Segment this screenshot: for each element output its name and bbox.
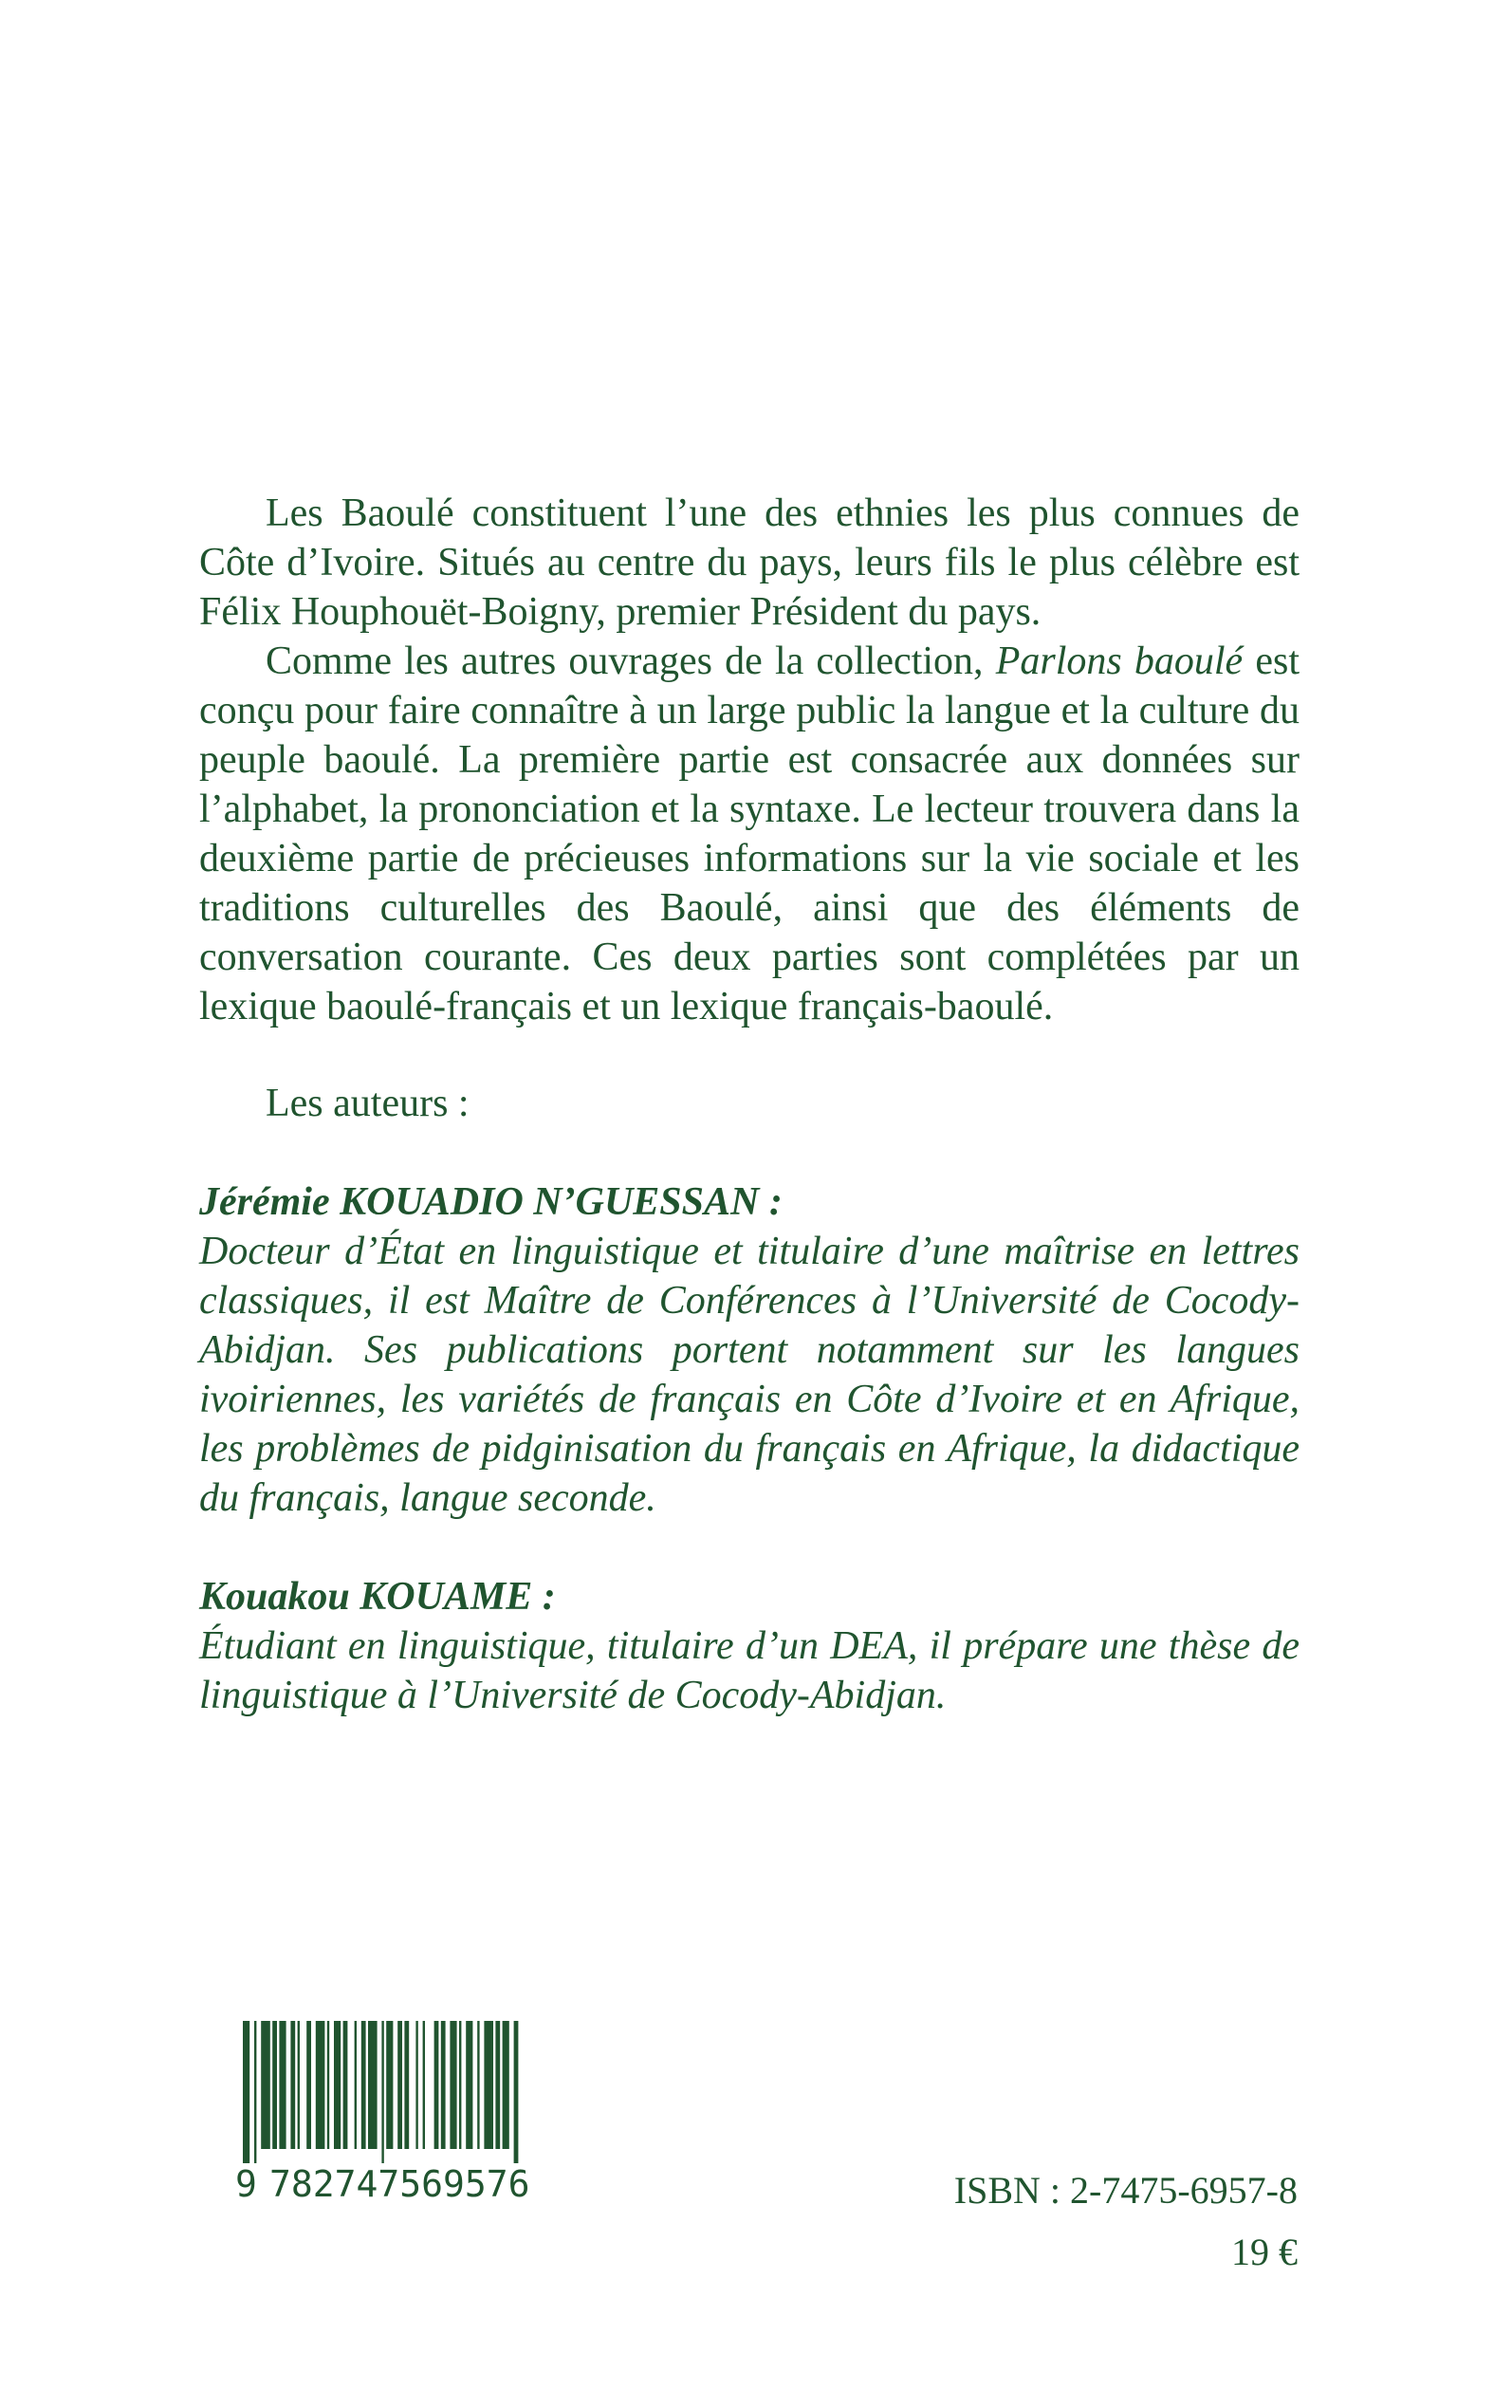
author-bio: Docteur d’État en linguistique et titulaire d’une maîtrise en lettres classiques, il est Maître de Conférences à l’Université de Cocody-Abidjan. Ses publications portent notamment sur les langues ivoiriennes, les variétés de français en Côte d’Ivoire et en Afrique, les problèmes de pidginisation du français en Afrique, la didactique du français, langue seconde. — [199, 1230, 1300, 1520]
barcode-bar — [381, 2021, 383, 2163]
intro-paragraph-2-end: est conçu pour faire connaître à un large public la langue et la culture du peuple baoulé. La première partie est consacrée aux données sur l’alphabet, la prononciation et la syntaxe. Le lecteur trouvera dans la deuxième partie de précieuses informations sur la vie sociale et les traditions culturelles des Baoulé, ainsi que des éléments de conversation courante. Ces deux parties sont complétées par un lexique baoulé-français et un lexique français-baoulé. — [199, 639, 1300, 1028]
barcode-bar — [466, 2021, 472, 2149]
barcode-bar — [441, 2021, 446, 2149]
barcode-bar — [386, 2021, 393, 2149]
barcode-bar — [434, 2021, 439, 2149]
intro-paragraph-1: Les Baoulé constituent l’une des ethnies les plus connues de Côte d’Ivoire. Situés au centre du pays, leurs fils le plus célèbre est Félix Houphouët-Boigny, premier Président du pays. — [199, 491, 1300, 634]
barcode-bar — [343, 2021, 348, 2149]
book-title: Parlons baoulé — [995, 639, 1244, 683]
barcode-bar — [279, 2021, 286, 2149]
barcode-first-digit: 9 — [235, 2163, 257, 2205]
barcode-bar — [484, 2021, 493, 2149]
barcode-bar — [316, 2021, 325, 2149]
author-entry — [199, 1177, 1300, 1523]
barcode-bar — [306, 2021, 311, 2149]
intro-paragraph-2-start: Comme les autres ouvrages de la collection, — [266, 639, 996, 683]
barcode-bar — [404, 2021, 409, 2149]
barcode-bar — [355, 2021, 357, 2149]
author-bio: Étudiant en linguistique, titulaire d’un DEA, il prépare une thèse de linguistique à l’Université de Cocody-Abidjan. — [199, 1624, 1300, 1717]
barcode-bar — [397, 2021, 402, 2149]
authors-heading: Les auteurs : — [266, 1082, 470, 1125]
barcode-number: 782747569576 — [269, 2163, 530, 2205]
author-name: Kouakou KOUAME : — [199, 1575, 556, 1619]
barcode-bar — [298, 2021, 300, 2149]
barcode-bar — [290, 2021, 295, 2149]
barcode-bar — [503, 2021, 509, 2149]
barcode-bar — [450, 2021, 456, 2149]
author-entry — [199, 1572, 1300, 1720]
barcode-bar — [368, 2021, 378, 2149]
barcode-bar — [334, 2021, 341, 2149]
barcode-bar — [495, 2021, 500, 2149]
barcode-bar — [459, 2021, 461, 2149]
barcode-bar — [477, 2021, 479, 2149]
barcode-bar — [254, 2021, 256, 2163]
barcode-bar — [243, 2021, 249, 2163]
barcode-digits — [235, 2163, 634, 2205]
barcode-bar — [272, 2021, 277, 2149]
barcode-bar — [415, 2021, 417, 2149]
price-label: 19 € — [1231, 2231, 1298, 2273]
barcode-bar — [514, 2021, 519, 2163]
intro-paragraph-2 — [199, 637, 1300, 1031]
barcode-bar — [327, 2021, 329, 2149]
isbn-label: ISBN : 2-7475-6957-8 — [953, 2169, 1298, 2212]
barcode-bar — [423, 2021, 425, 2149]
barcode-bar — [261, 2021, 270, 2149]
barcode-bars — [235, 2021, 624, 2163]
back-cover-text — [199, 489, 1300, 1720]
barcode-bar — [361, 2021, 366, 2149]
author-name: Jérémie KOUADIO N’GUESSAN : — [199, 1180, 783, 1224]
